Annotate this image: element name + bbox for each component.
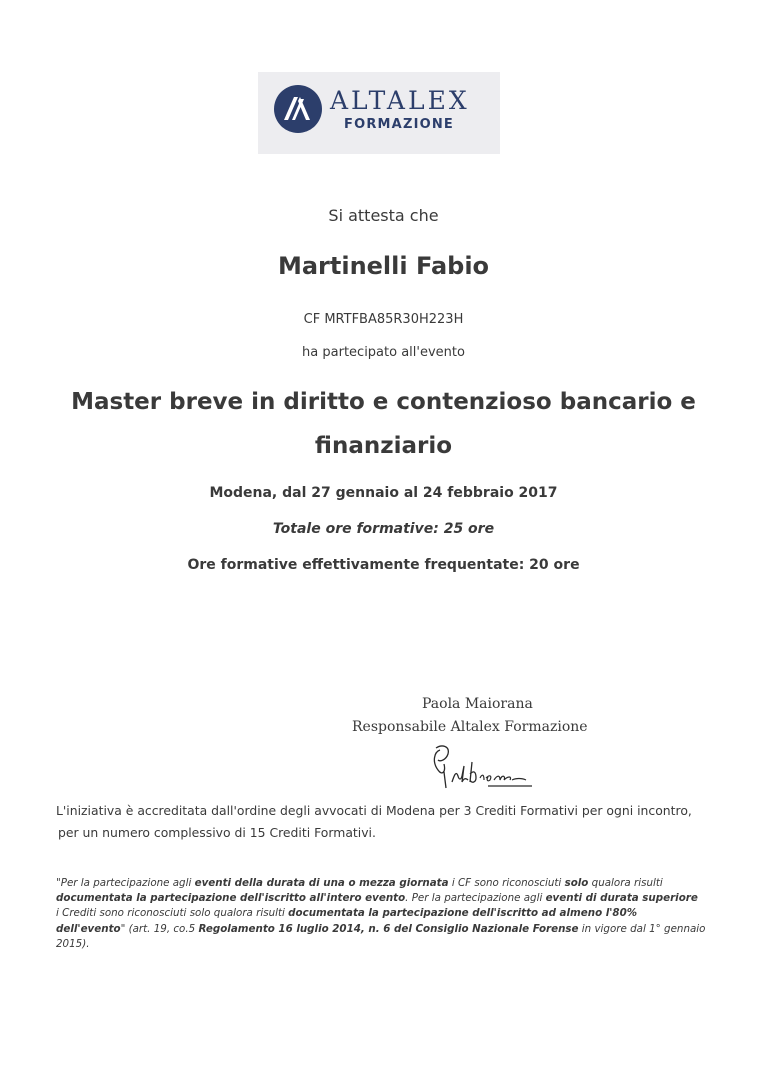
logo-brand-text: ALTALEX xyxy=(330,86,470,115)
intro-text: Si attesta che xyxy=(328,206,439,225)
altalex-emblem-icon xyxy=(274,85,322,133)
fiscal-code: CF MRTFBA85R30H223H xyxy=(303,312,464,327)
note-line-2: documentata la partecipazione dell'iscritto all'intero evento. Per la partecipazione agli eventi di durata superiore xyxy=(56,892,698,905)
accreditation-text xyxy=(56,800,696,844)
logo-sub-text: FORMAZIONE xyxy=(344,117,455,132)
participated-text: ha partecipato all'evento xyxy=(302,345,465,360)
total-hours: Totale ore formative: 25 ore xyxy=(272,521,495,537)
participant-name: Martinelli Fabio xyxy=(277,252,490,280)
event-dates: Modena, dal 27 gennaio al 24 febbraio 2017 xyxy=(209,485,558,501)
event-title xyxy=(40,380,727,468)
event-title-line-2: finanziario xyxy=(314,433,453,459)
regulation-note xyxy=(56,876,706,952)
altalex-logo xyxy=(258,72,500,154)
accreditation-line-1: L'iniziativa è accreditata dall'ordine degli avvocati di Modena per 3 Crediti Formativi per ogni incontro, xyxy=(56,803,692,818)
accreditation-line-2: per un numero complessivo di 15 Crediti Formativi. xyxy=(58,825,376,840)
handwritten-signature xyxy=(428,742,540,792)
note-line-4: dell'evento" (art. 19, co.5 Regolamento 16 luglio 2014, n. 6 del Consiglio Nazionale Forense in vigore dal 1° gennaio xyxy=(56,922,706,935)
attended-hours: Ore formative effettivamente frequentate: 20 ore xyxy=(187,557,580,573)
signatory-role: Responsabile Altalex Formazione xyxy=(352,719,588,735)
event-title-line-1: Master breve in diritto e contenzioso bancario e xyxy=(71,389,696,415)
signatory-name: Paola Maiorana xyxy=(422,696,533,712)
note-line-5: 2015). xyxy=(56,937,90,950)
note-line-1: "Per la partecipazione agli eventi della durata di una o mezza giornata i CF sono riconosciuti solo qualora risulti xyxy=(56,877,663,889)
note-line-3: i Crediti sono riconosciuti solo qualora risulti documentata la partecipazione dell'iscritto ad almeno l'80% xyxy=(56,907,638,920)
